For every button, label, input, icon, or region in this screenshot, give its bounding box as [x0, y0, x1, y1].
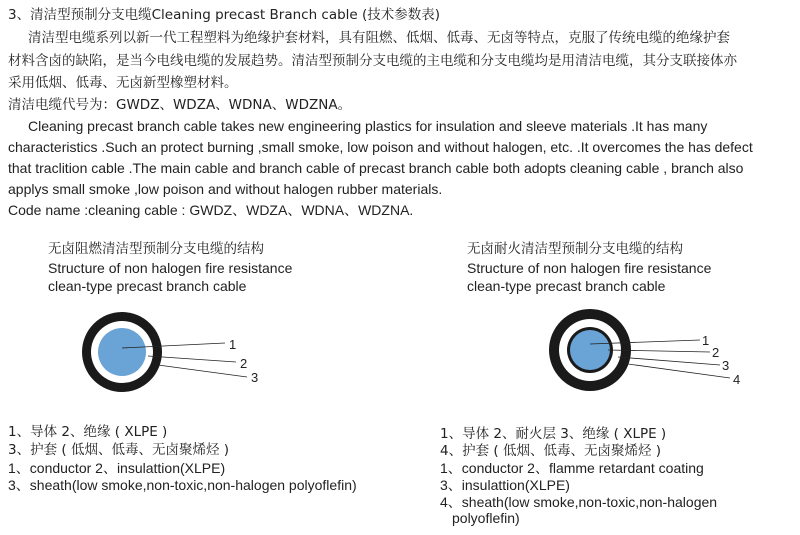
left-callout-2: 2: [240, 356, 248, 371]
left-conductor-core: [98, 328, 146, 376]
right-callout-3: 3: [722, 358, 730, 373]
en-code-line: Code name :cleaning cable : GWDZ、WDZA、WDNA、WDZNA.: [8, 202, 414, 218]
zh-paragraph-line-1: 清洁型电缆系列以新一代工程塑料为绝缘护套材料，具有阻燃、低烟、低毒、无卤等特点，克服了传统电缆的绝缘护套: [28, 30, 730, 46]
right-title-zh: 无卤耐火清洁型预制分支电缆的结构: [467, 241, 683, 257]
left-callout-3: 3: [251, 370, 259, 385]
section-heading: 3、清洁型预制分支电缆Cleaning precast Branch cable (技术参数表): [8, 7, 441, 23]
en-paragraph-line-1: Cleaning precast branch cable takes new engineering plastics for insulation and sleeve materials .It has many: [28, 118, 708, 134]
right-conductor-core: [570, 330, 610, 370]
right-legend-line-1: 1、导体 2、耐火层 3、绝缘 ( XLPE ): [440, 426, 667, 442]
right-title-en-1: Structure of non halogen fire resistance: [467, 260, 712, 276]
right-legend-line-5: 4、sheath(low smoke,non-toxic,non-halogen: [440, 494, 718, 510]
left-cable-cross-section: [82, 312, 162, 392]
right-title-en-2: clean-type precast branch cable: [467, 278, 666, 294]
left-legend-line-4: 3、sheath(low smoke,non-toxic,non-halogen polyoflefin): [8, 477, 357, 493]
right-legend-line-4: 3、insulattion(XLPE): [440, 477, 570, 493]
zh-code-line: 清洁电缆代号为：GWDZ、WDZA、WDNA、WDZNA。: [8, 97, 352, 113]
right-callout-1: 1: [702, 333, 710, 348]
en-paragraph-line-4: applys small smoke ,low poison and without halogen rubber materials.: [8, 181, 443, 197]
right-legend-line-2: 4、护套 ( 低烟、低毒、无卤聚烯烃 ): [440, 443, 661, 459]
left-callout-1: 1: [229, 337, 237, 352]
right-legend-line-6: polyoflefin): [452, 510, 520, 526]
en-paragraph-line-2: characteristics .Such an protect burning ,small smoke, low poison and without halogen, etc. .It overcomes the has defect: [8, 139, 753, 155]
left-legend-line-1: 1、导体 2、绝缘 ( XLPE ): [8, 424, 168, 440]
left-title-zh: 无卤阻燃清洁型预制分支电缆的结构: [48, 241, 264, 257]
right-callout-2: 2: [712, 345, 720, 360]
right-legend-line-3: 1、conductor 2、flamme retardant coating: [440, 460, 704, 476]
left-legend-line-3: 1、conductor 2、insulattion(XLPE): [8, 460, 226, 476]
en-paragraph-line-3: that traclition cable .The main cable and branch cable of precast branch cable both adopts cleaning cable , branch also: [8, 160, 744, 176]
left-title-en-1: Structure of non halogen fire resistance: [48, 260, 293, 276]
zh-paragraph-line-3: 采用低烟、低毒、无卤新型橡塑材料。: [8, 75, 238, 91]
left-legend-line-2: 3、护套 ( 低烟、低毒、无卤聚烯烃 ): [8, 442, 229, 458]
right-callout-4: 4: [733, 372, 741, 387]
left-title-en-2: clean-type precast branch cable: [48, 278, 247, 294]
zh-paragraph-line-2: 材料含卤的缺陷，是当今电线电缆的发展趋势。清洁型预制分支电缆的主电缆和分支电缆均是用清洁电缆，其分支联接体亦: [8, 53, 737, 69]
